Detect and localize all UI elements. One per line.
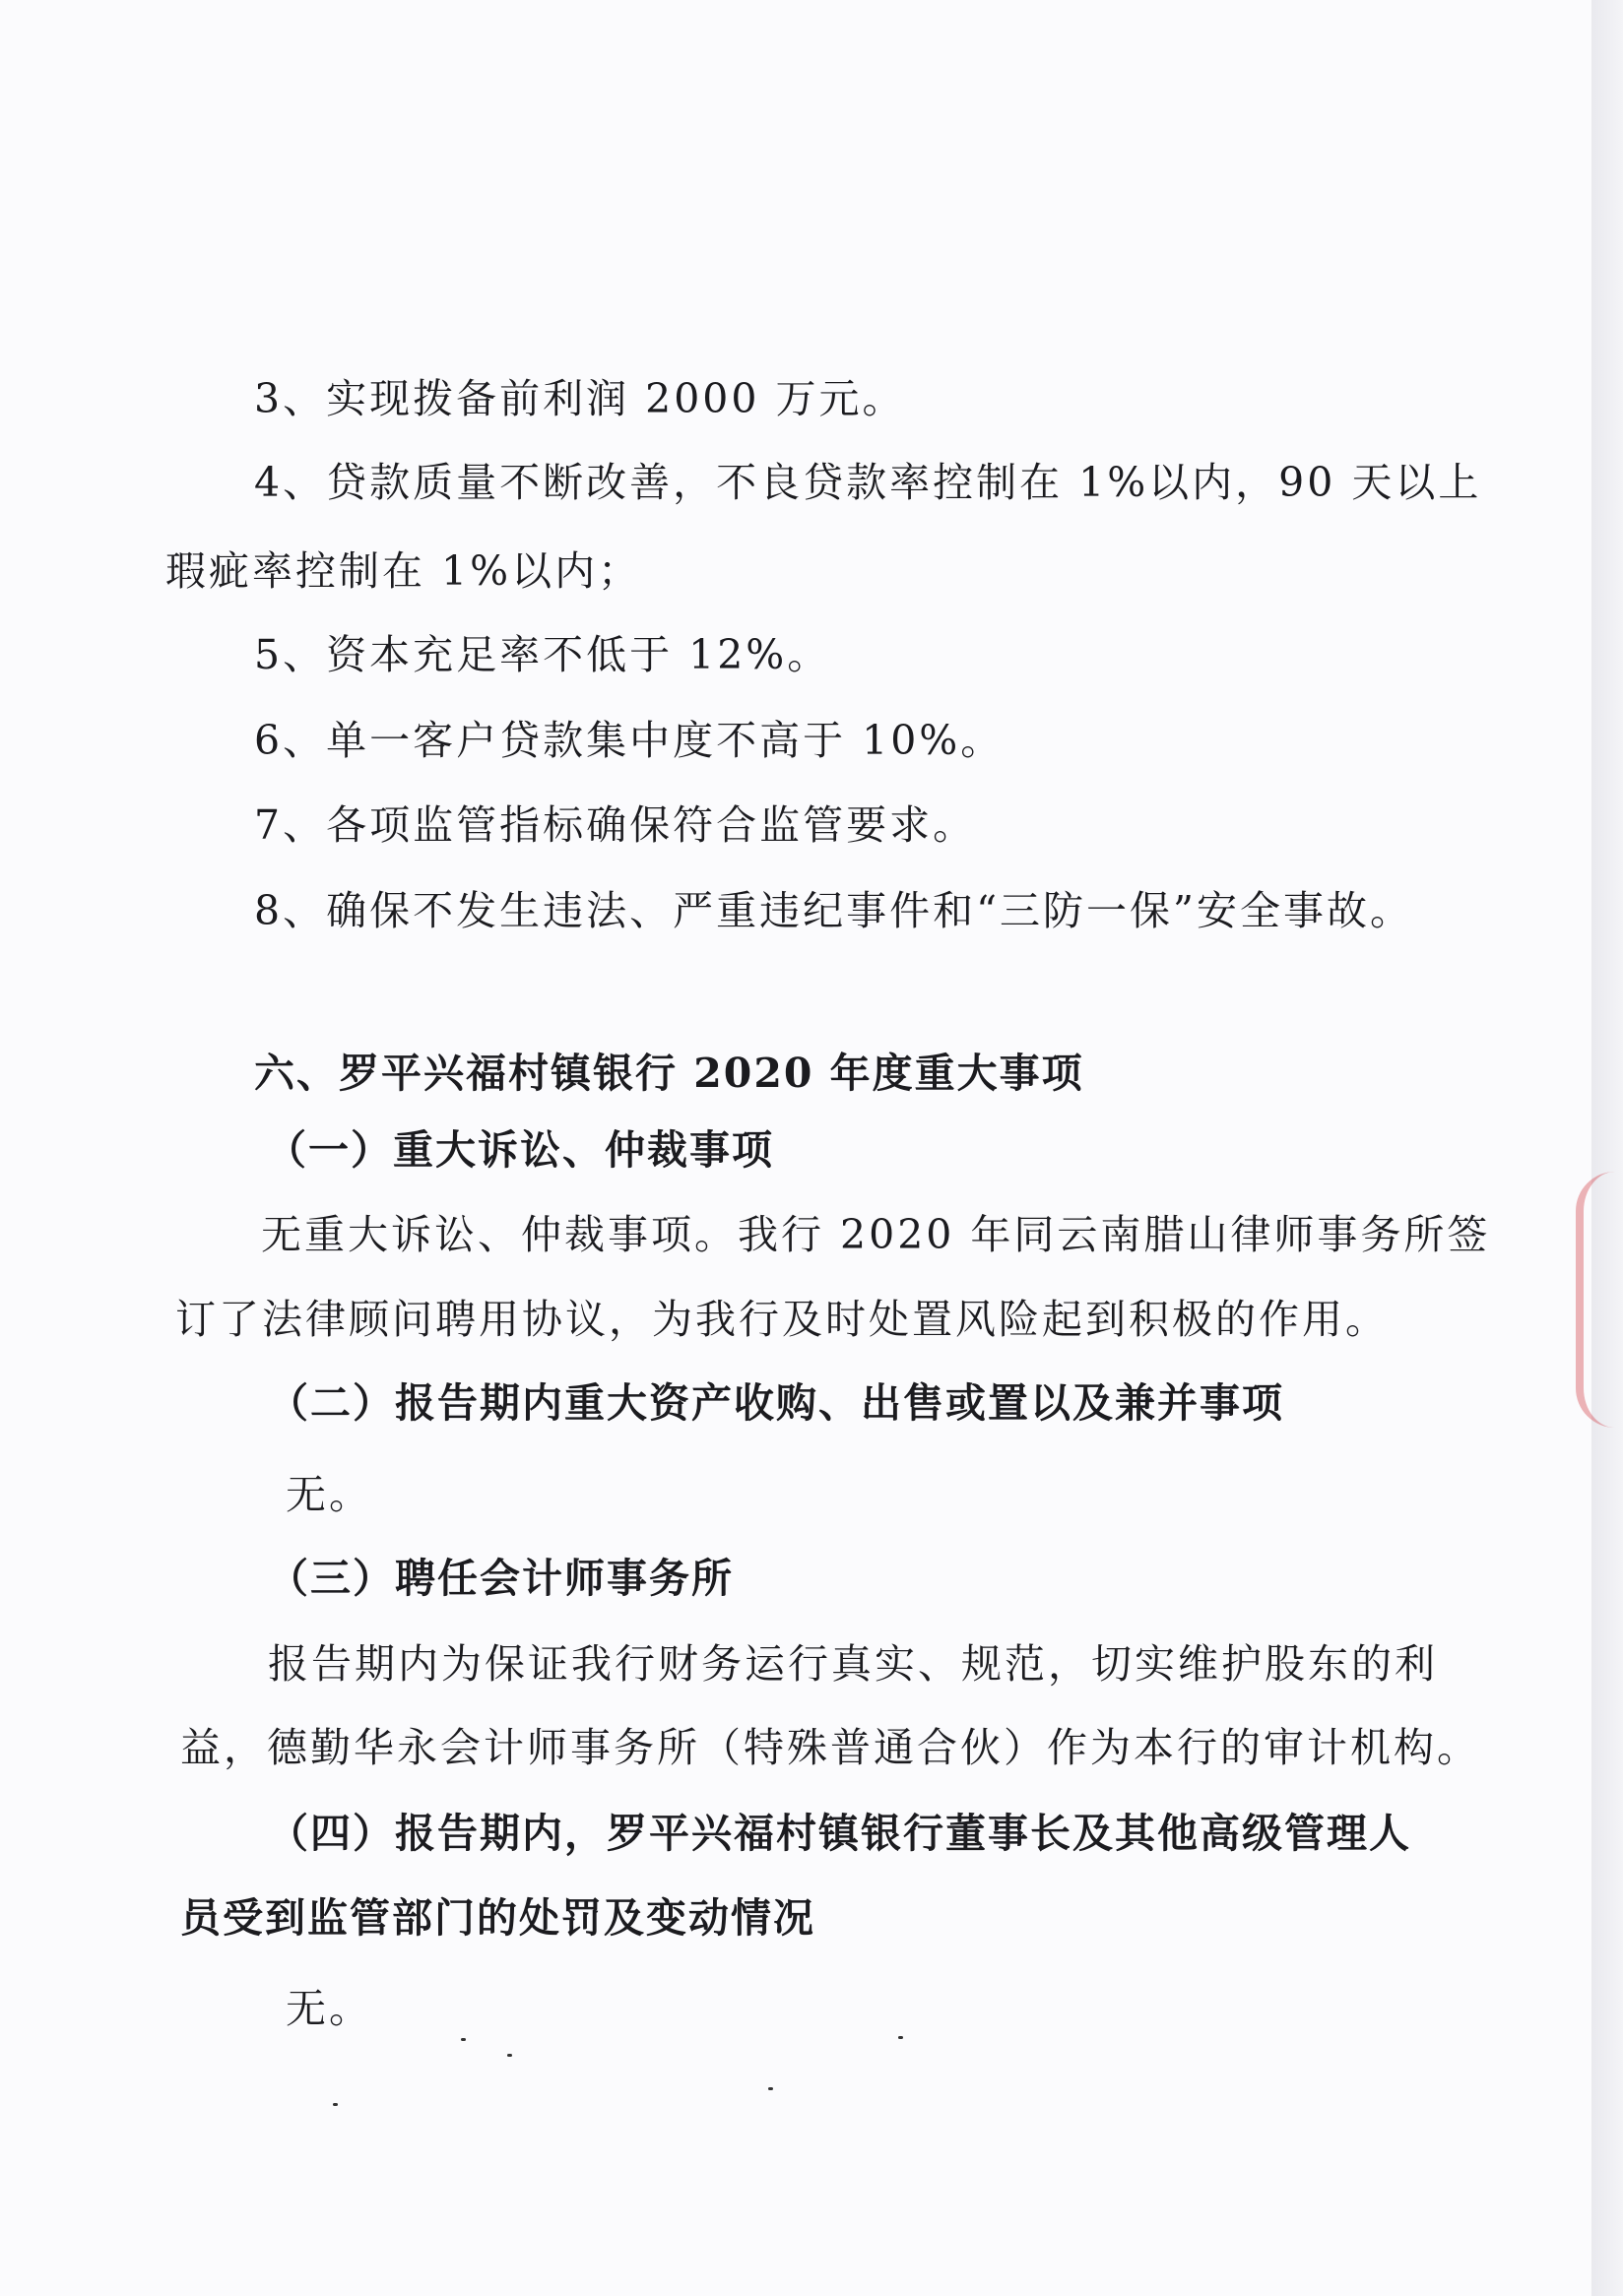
page-edge-shadow: [1591, 0, 1623, 2296]
subsection-3-title: （三）聘任会计师事务所: [268, 1555, 734, 1602]
scan-speck: [507, 2054, 512, 2057]
subsection-3-line1: 报告期内为保证我行财务运行真实、规范，切实维护股东的利: [268, 1640, 1438, 1688]
target-item-6: 6、单一客户贷款集中度不高于 10%。: [254, 717, 1005, 764]
scan-speck: [768, 2087, 773, 2090]
subsection-1-title: （一）重大诉讼、仲裁事项: [266, 1126, 774, 1174]
scan-speck: [898, 2036, 903, 2039]
subsection-4-body: 无。: [286, 1985, 372, 2032]
subsection-1-line2: 订了法律顾问聘用协议，为我行及时处置风险起到积极的作用。: [175, 1296, 1389, 1343]
subsection-1-line1: 无重大诉讼、仲裁事项。我行 2020 年同云南腊山律师事务所签: [261, 1211, 1491, 1258]
subsection-2-body: 无。: [286, 1471, 372, 1518]
subsection-4-title-line2: 员受到监管部门的处罚及变动情况: [180, 1894, 815, 1942]
target-item-4-line1: 4、贷款质量不断改善，不良贷款率控制在 1%以内，90 天以上: [254, 459, 1482, 506]
target-item-8: 8、确保不发生违法、严重违纪事件和“三防一保”安全事故。: [254, 887, 1414, 934]
scan-speck: [461, 2038, 466, 2041]
scan-speck: [333, 2103, 338, 2106]
red-seal-stamp-partial: [1576, 1172, 1623, 1428]
target-item-5: 5、资本充足率不低于 12%。: [254, 631, 831, 678]
target-item-7: 7、各项监管指标确保符合监管要求。: [254, 801, 977, 849]
target-item-3: 3、实现拨备前利润 2000 万元。: [254, 375, 906, 422]
section-6-heading: 六、罗平兴福村镇银行 2020 年度重大事项: [254, 1050, 1084, 1097]
subsection-3-line2: 益，德勤华永会计师事务所（特殊普通合伙）作为本行的审计机构。: [180, 1724, 1480, 1771]
subsection-4-title-line1: （四）报告期内，罗平兴福村镇银行董事长及其他高级管理人: [268, 1810, 1411, 1857]
target-item-4-line2: 瑕疵率控制在 1%以内；: [165, 547, 642, 595]
subsection-2-title: （二）报告期内重大资产收购、出售或置以及兼并事项: [268, 1379, 1284, 1427]
